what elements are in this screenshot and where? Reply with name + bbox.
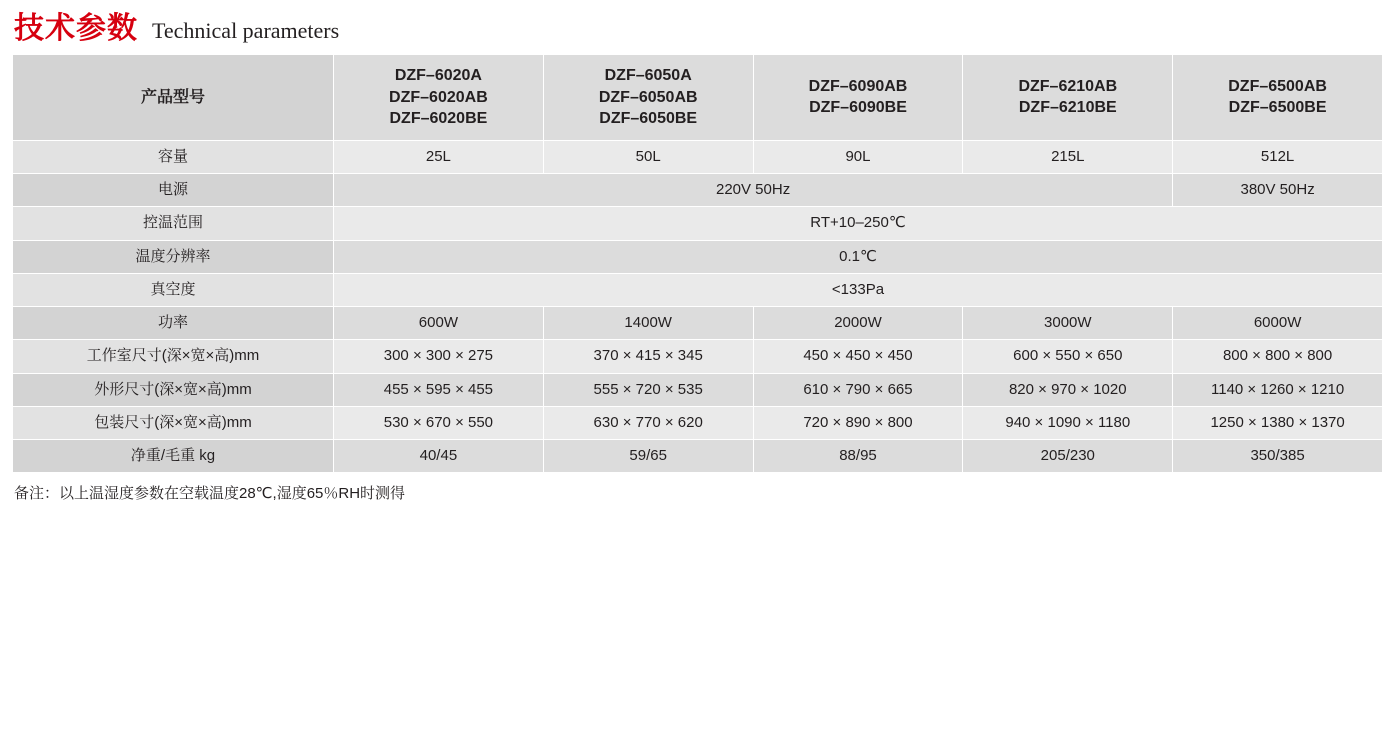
- table-cell: 600 × 550 × 650: [963, 340, 1173, 373]
- model-name: DZF–6050AB: [598, 88, 698, 106]
- table-cell: 300 × 300 × 275: [334, 340, 544, 373]
- table-cell: 530 × 670 × 550: [334, 406, 544, 439]
- table-cell: 205/230: [963, 440, 1173, 473]
- table-cell: <133Pa: [334, 273, 1383, 306]
- page-title-en: Technical parameters: [152, 18, 340, 43]
- table-cell: 455 × 595 × 455: [334, 373, 544, 406]
- column-header-models: [334, 55, 544, 141]
- model-name: DZF–6020A: [394, 67, 482, 84]
- table-cell: 40/45: [334, 440, 544, 473]
- table-cell: 25L: [334, 140, 544, 173]
- model-name: DZF–6050BE: [599, 110, 698, 128]
- table-cell: 0.1℃: [334, 240, 1383, 273]
- table-cell: 3000W: [963, 307, 1173, 340]
- table-cell: 450 × 450 × 450: [753, 340, 963, 373]
- model-name: DZF–6050A: [604, 67, 692, 84]
- table-cell: 59/65: [543, 440, 753, 473]
- table-row: [13, 373, 1383, 406]
- table-row: [13, 240, 1383, 273]
- page-title-cn: 技术参数: [14, 11, 138, 46]
- row-label: 包装尺寸(深×宽×高)mm: [13, 406, 334, 439]
- table-cell: 555 × 720 × 535: [543, 373, 753, 406]
- row-label: 工作室尺寸(深×宽×高)mm: [13, 340, 334, 373]
- table-row: [13, 207, 1383, 240]
- table-body: [13, 55, 1383, 473]
- model-name: DZF–6500AB: [1228, 77, 1327, 95]
- table-cell: 1140 × 1260 × 1210: [1173, 373, 1383, 406]
- table-row: [13, 340, 1383, 373]
- table-note: 备注：以上温湿度参数在空载温度28℃,湿度65％RH时测得: [14, 485, 406, 503]
- row-label: 温度分辨率: [13, 240, 334, 273]
- table-row: [13, 440, 1383, 473]
- model-name: DZF–6210AB: [1018, 77, 1118, 95]
- column-header-models: [1173, 55, 1383, 141]
- table-cell: 2000W: [753, 307, 963, 340]
- table-row: [13, 140, 1383, 173]
- table-cell: 6000W: [1173, 307, 1383, 340]
- row-label: 净重/毛重 kg: [13, 440, 334, 473]
- technical-parameters-table: [12, 54, 1383, 473]
- table-cell: 380V 50Hz: [1173, 174, 1383, 207]
- table-row: [13, 273, 1383, 306]
- model-name: DZF–6090AB: [808, 77, 908, 95]
- table-cell: 800 × 800 × 800: [1173, 340, 1383, 373]
- row-label: 电源: [13, 174, 334, 207]
- table-row: [13, 174, 1383, 207]
- column-header-models: [543, 55, 753, 141]
- table-cell: 350/385: [1173, 440, 1383, 473]
- column-header-label: 产品型号: [13, 55, 334, 141]
- model-name: DZF–6020AB: [389, 88, 488, 106]
- model-name: DZF–6020BE: [389, 110, 488, 128]
- row-label: 控温范围: [13, 207, 334, 240]
- table-cell: 630 × 770 × 620: [543, 406, 753, 439]
- row-label: 功率: [13, 307, 334, 340]
- table-cell: 220V 50Hz: [334, 174, 1173, 207]
- table-cell: 90L: [753, 140, 963, 173]
- table-cell: 600W: [334, 307, 544, 340]
- table-row: [13, 307, 1383, 340]
- table-cell: 820 × 970 × 1020: [963, 373, 1173, 406]
- column-header-models: [753, 55, 963, 141]
- row-label: 真空度: [13, 273, 334, 306]
- model-name: DZF–6210BE: [1018, 99, 1117, 117]
- table-cell: 370 × 415 × 345: [543, 340, 753, 373]
- table-cell: 720 × 890 × 800: [753, 406, 963, 439]
- table-cell: 1250 × 1380 × 1370: [1173, 406, 1383, 439]
- row-label: 外形尺寸(深×宽×高)mm: [13, 373, 334, 406]
- row-label: 容量: [13, 140, 334, 173]
- model-name: DZF–6090BE: [809, 99, 907, 117]
- page-title: [12, 0, 1383, 54]
- model-name: DZF–6500BE: [1228, 99, 1327, 117]
- column-header-models: [963, 55, 1173, 141]
- table-cell: 50L: [543, 140, 753, 173]
- table-cell: 610 × 790 × 665: [753, 373, 963, 406]
- table-cell: 1400W: [543, 307, 753, 340]
- table-cell: 88/95: [753, 440, 963, 473]
- table-cell: RT+10–250℃: [334, 207, 1383, 240]
- table-row: [13, 406, 1383, 439]
- table-header-row: [13, 55, 1383, 141]
- table-cell: 512L: [1173, 140, 1383, 173]
- table-cell: 940 × 1090 × 1180: [963, 406, 1173, 439]
- table-cell: 215L: [963, 140, 1173, 173]
